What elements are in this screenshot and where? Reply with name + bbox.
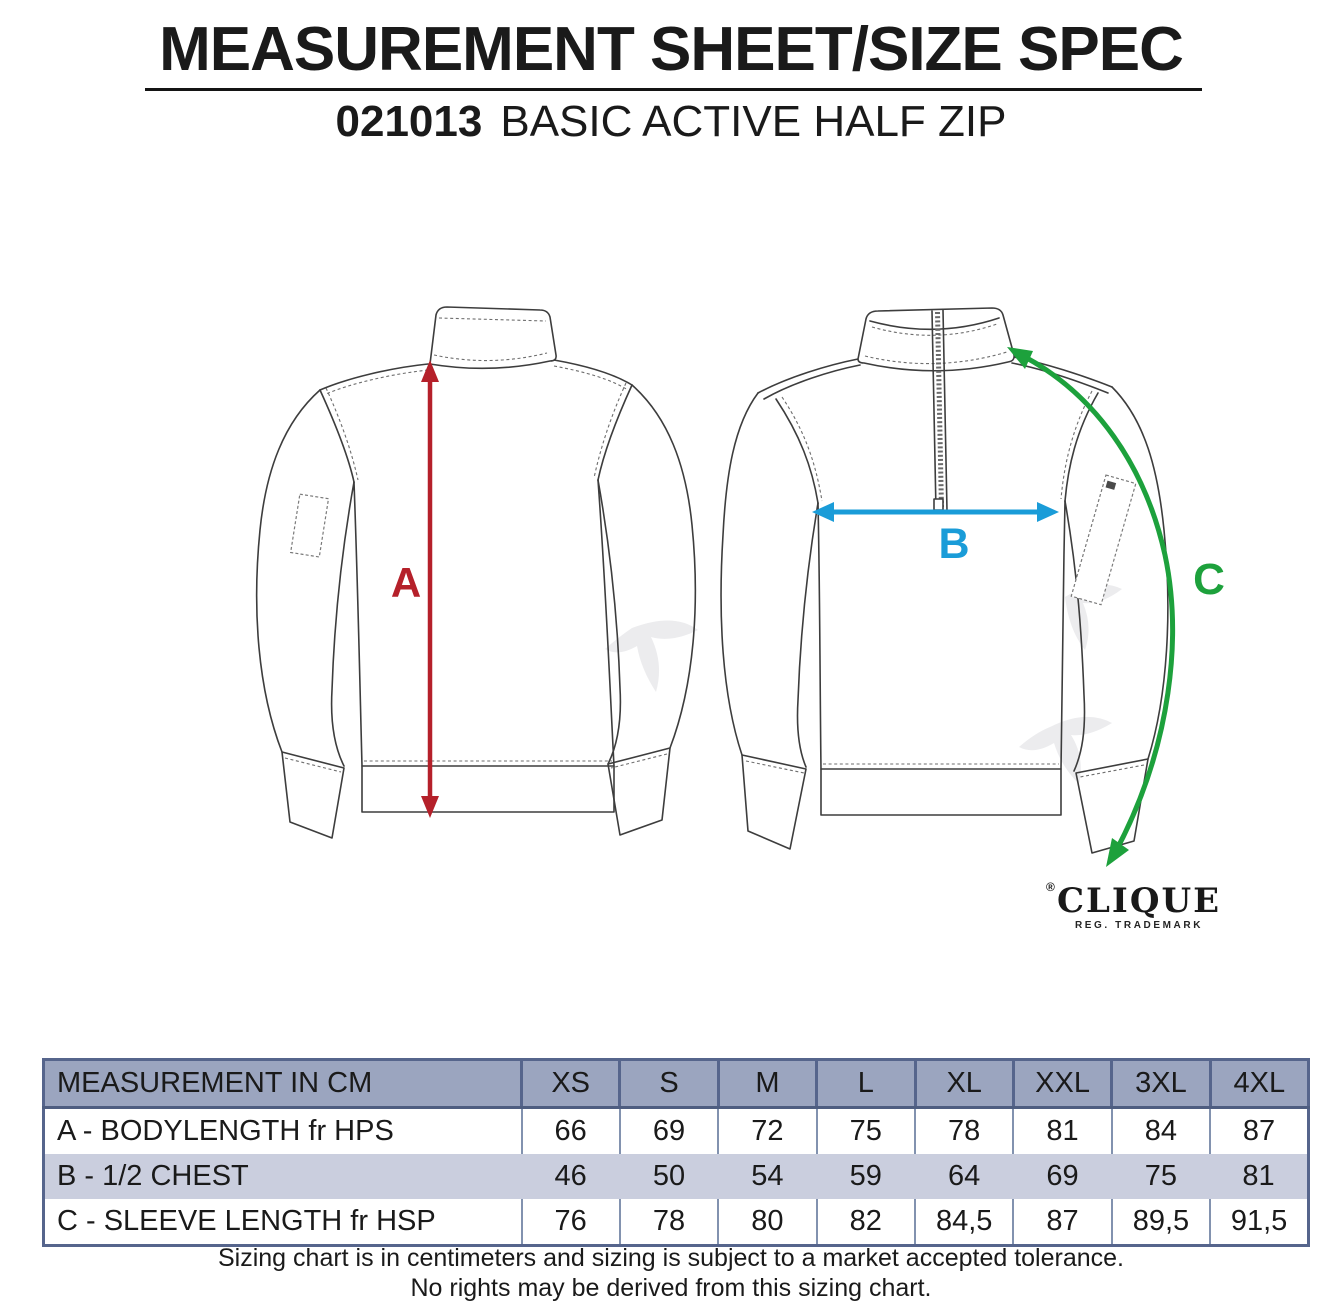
style-number: 021013 (335, 97, 483, 146)
row-label: A - BODYLENGTH fr HPS (57, 1115, 394, 1147)
left-armhole-stitching (782, 397, 822, 501)
body-side-seam-left (354, 482, 362, 766)
table-header-label: MEASUREMENT IN CM (44, 1060, 522, 1108)
back-view-drawing (240, 290, 700, 880)
size-column-xs: XS (522, 1060, 620, 1108)
cell-value: 78 (620, 1199, 718, 1246)
left-shoulder-line (320, 364, 428, 390)
cell-value: 80 (718, 1199, 816, 1246)
cell-value: 69 (620, 1108, 718, 1155)
left-sleeve-inner (332, 482, 354, 766)
cell-value: 75 (817, 1108, 915, 1155)
sleeve-zip-pocket (1071, 475, 1136, 605)
cell-value: 91,5 (1210, 1199, 1308, 1246)
hem-ribbing (821, 769, 1061, 815)
table-row-sleeve-length (44, 1199, 1309, 1246)
left-sleeve-outer (257, 390, 320, 752)
brand-wordmark (1045, 880, 1222, 921)
cell-value: 87 (1013, 1199, 1111, 1246)
left-shoulder-line (758, 359, 858, 393)
table-row-half-chest (44, 1154, 1309, 1199)
left-armhole-seam (776, 399, 818, 503)
size-column-3xl: 3XL (1112, 1060, 1210, 1108)
page-title: MEASUREMENT SHEET/SIZE SPEC (159, 15, 1183, 84)
disclaimer (0, 1243, 1342, 1303)
left-sleeve-inner (797, 503, 818, 767)
cell-value: 82 (817, 1199, 915, 1246)
arrow-b-label: B (938, 520, 970, 568)
size-column-4xl: 4XL (1210, 1060, 1308, 1108)
body-side-seam-left (818, 503, 821, 769)
measurement-arrow-b (812, 502, 1059, 568)
right-armhole-seam (598, 385, 632, 480)
size-column-m: M (718, 1060, 816, 1108)
cell-value: 46 (522, 1154, 620, 1199)
product-name: BASIC ACTIVE HALF ZIP (500, 97, 1007, 146)
stand-collar-back (430, 307, 556, 368)
row-label: B - 1/2 CHEST (44, 1154, 522, 1199)
disclaimer-line-2: No rights may be derived from this sizing chart. (410, 1274, 932, 1302)
cell-value: 75 (1112, 1154, 1210, 1199)
cell-value: 87 (1210, 1108, 1308, 1155)
size-column-xl: XL (915, 1060, 1013, 1108)
hem-ribbing (362, 766, 614, 812)
left-armhole-seam (320, 390, 354, 482)
size-column-l: L (817, 1060, 915, 1108)
right-shoulder-line (554, 360, 632, 385)
cell-value: 78 (915, 1108, 1013, 1155)
measurement-arrow-a (391, 360, 439, 818)
brand-name: CLIQUE (1056, 881, 1222, 921)
size-column-s: S (620, 1060, 718, 1108)
brand-logo (1045, 880, 1230, 931)
arrow-c-label: C (1193, 555, 1225, 604)
cell-value: 64 (915, 1154, 1013, 1199)
table-row-bodylength (44, 1108, 1309, 1155)
sleeve-pocket-outline (291, 494, 329, 557)
product-subtitle (0, 97, 1342, 147)
table-header-row (44, 1060, 1309, 1108)
registered-trademark-symbol: ® (1045, 880, 1057, 894)
brand-tagline: REG. TRADEMARK (1074, 920, 1204, 931)
cell-value: 84 (1112, 1108, 1210, 1155)
left-shoulder-seam (764, 365, 860, 399)
cell-value: 59 (817, 1154, 915, 1199)
cell-value: 54 (718, 1154, 816, 1199)
body-side-seam-right (598, 480, 614, 766)
size-spec-table (42, 1058, 1310, 1247)
front-view-drawing (720, 295, 1265, 895)
cell-value: 76 (522, 1199, 620, 1246)
cell-value: 89,5 (1112, 1199, 1210, 1246)
right-sleeve-outer (632, 385, 695, 748)
zipper-slider (934, 499, 943, 510)
cell-value: 69 (1013, 1154, 1111, 1199)
row-label: C - SLEEVE LENGTH fr HSP (57, 1205, 436, 1237)
title-divider (145, 88, 1202, 91)
cell-value: 50 (620, 1154, 718, 1199)
left-cuff (742, 755, 806, 849)
cell-value: 81 (1210, 1154, 1308, 1199)
cell-value: 66 (522, 1108, 620, 1155)
measurement-arrow-c (1007, 347, 1225, 867)
right-armhole-stitching (594, 383, 626, 478)
cell-value: 84,5 (915, 1199, 1013, 1246)
cell-value: 81 (1013, 1108, 1111, 1155)
left-armhole-stitching (326, 388, 358, 480)
size-column-xxl: XXL (1013, 1060, 1111, 1108)
arrow-a-label: A (390, 559, 422, 606)
disclaimer-line-1: Sizing chart is in centimeters and sizing is subject to a market accepted tolerance. (218, 1244, 1124, 1272)
left-sleeve-outer (721, 393, 758, 755)
cell-value: 72 (718, 1108, 816, 1155)
